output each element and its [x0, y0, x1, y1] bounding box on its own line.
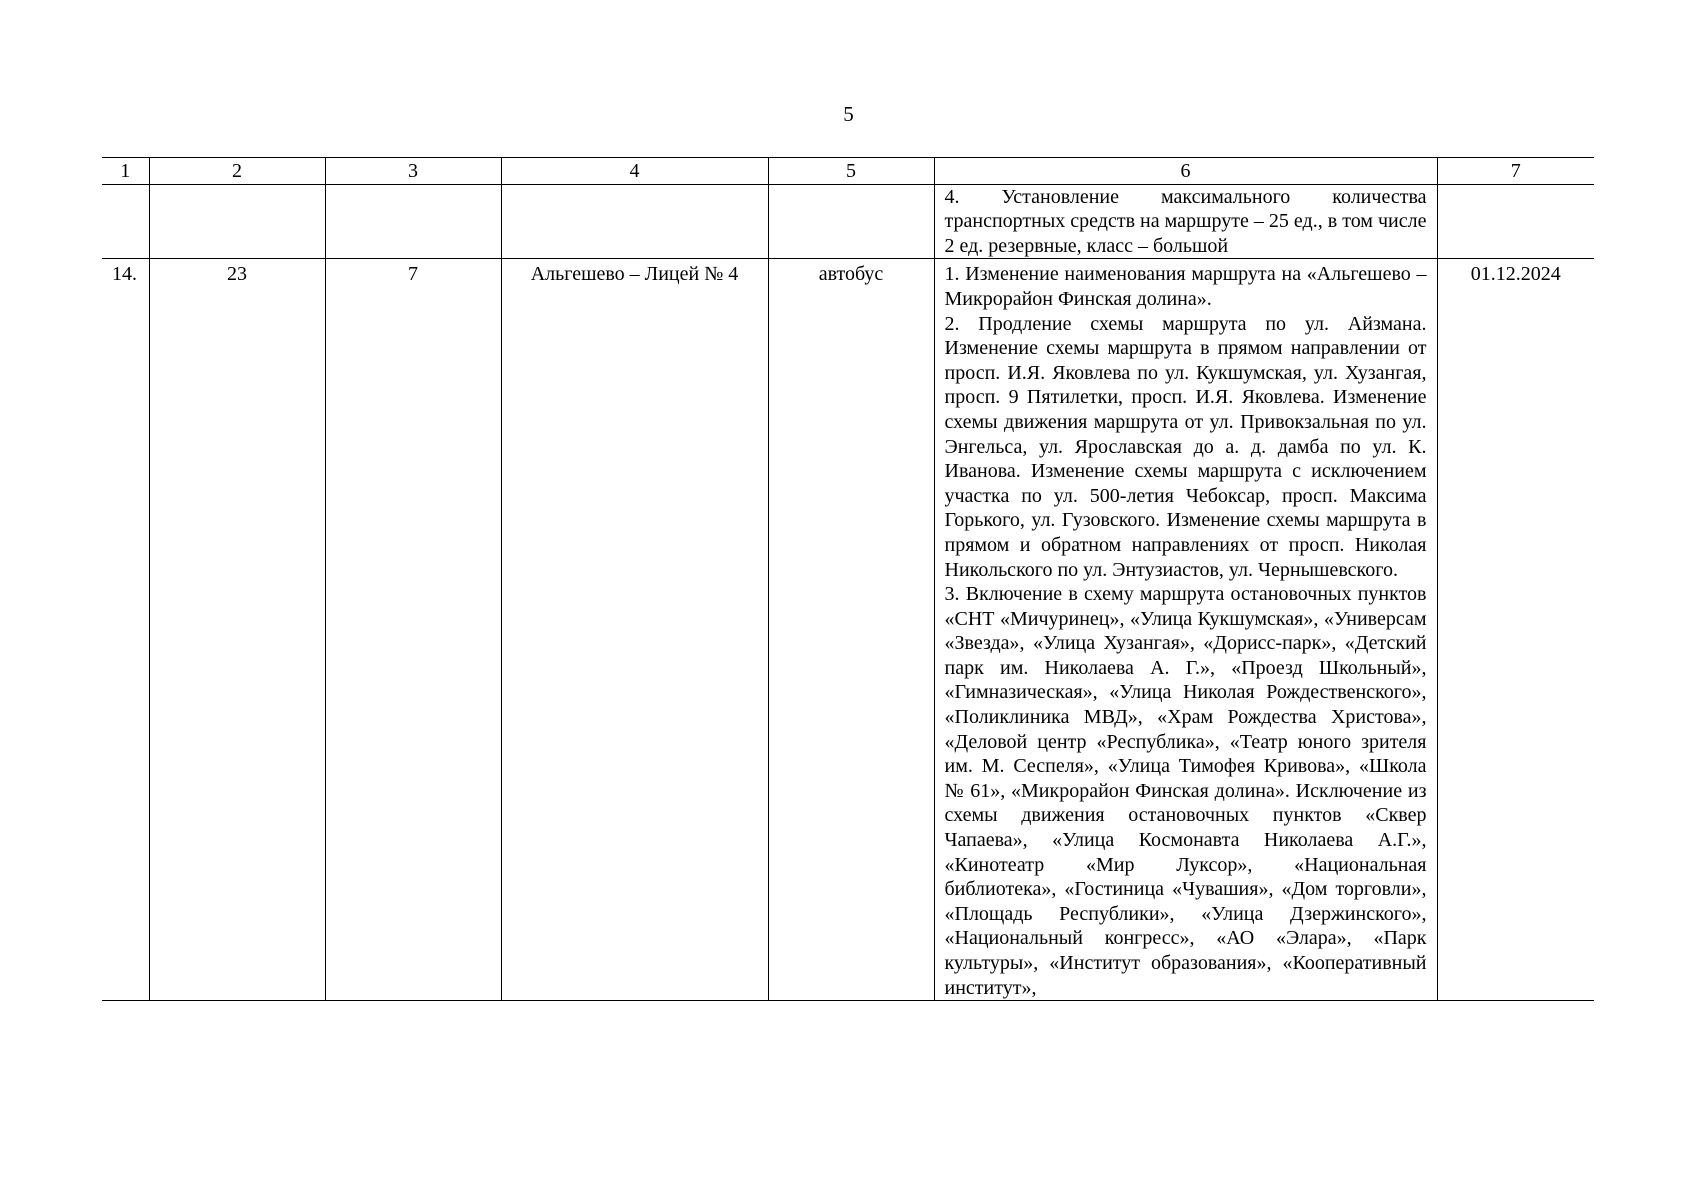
table-row — [102, 259, 1594, 1001]
cell-route-reg-number — [149, 184, 325, 259]
cell-number: 14. — [102, 259, 149, 1001]
cell-effective-date — [1437, 184, 1594, 259]
cell-number — [102, 184, 149, 259]
column-number-4: 4 — [501, 158, 768, 185]
cell-vehicle-type — [768, 184, 934, 259]
cell-vehicle-type: автобус — [768, 259, 934, 1001]
change-item-1: 1. Изменение наименования маршрута на «Альгешево – Микрорайон Финская долина». — [944, 263, 1427, 310]
cell-changes-description — [934, 184, 1437, 259]
page-number: 5 — [843, 102, 854, 126]
column-number-2: 2 — [149, 158, 325, 185]
change-item-3: 3. Включение в схему маршрута остановочных пунктов «СНТ «Мичуринец», «Улица Кукшумская», «Универсам «Звезда», «Улица Хузангая», «Дорисс-парк», «Детский парк им. Николаева А. Г.», «Проезд Школьный», «Гимназическая», «Улица Николая Рождественского», «Поликлиника МВД», «Храм Рождества Христова», «Деловой центр «Республика», «Театр юного зрителя им. М. Сеспеля», «Улица Тимофея Кривова», «Школа № 61», «Микрорайон Финская долина». Исключение из схемы движения остановочных пунктов «Сквер Чапаева», «Улица Космонавта Николаева А.Г.», «Кинотеатр «Мир Луксор», «Национальная библиотека», «Гостиница «Чувашия», «Дом торговли», «Площадь Республики», «Улица Дзержинского», «Национальный конгресс», «АО «Элара», «Парк культуры», «Институт образования», «Кооперативный институт», — [944, 583, 1427, 999]
column-number-5: 5 — [768, 158, 934, 185]
column-number-7: 7 — [1437, 158, 1594, 185]
change-item-2: 2. Продление схемы маршрута по ул. Айзмана. Изменение схемы маршрута в прямом направлении от просп. И.Я. Яковлева по ул. Кукшумская, ул. Хузангая, просп. 9 Пятилетки, просп. И.Я. Яковлева. Изменение схемы движения маршрута от ул. Привокзальная по ул. Энгельса, ул. Ярославская до а. д. дамба по ул. К. Иванова. Изменение схемы маршрута с исключением участка по ул. 500-летия Чебоксар, просп. Максима Горького, ул. Гузовского. Изменение схемы маршрута в прямом и обратном направлениях от просп. Николая Никольского по ул. Энтузиастов, ул. Чернышевского. — [944, 312, 1427, 581]
cell-changes-description — [934, 259, 1437, 1001]
routes-table — [102, 157, 1594, 1001]
column-number-row — [102, 158, 1594, 185]
change-item-4: 4. Установление максимального количества транспортных средств на маршруте – 25 ед., в том числе 2 ед. резервные, класс – большой — [944, 185, 1427, 257]
cell-route-number — [325, 184, 501, 259]
column-number-1: 1 — [102, 158, 149, 185]
cell-route-name: Альгешево – Лицей № 4 — [501, 259, 768, 1001]
column-number-3: 3 — [325, 158, 501, 185]
table-row-continuation — [102, 184, 1594, 259]
cell-effective-date: 01.12.2024 — [1437, 259, 1594, 1001]
cell-route-name — [501, 184, 768, 259]
column-number-6: 6 — [934, 158, 1437, 185]
cell-route-reg-number: 23 — [149, 259, 325, 1001]
cell-route-number: 7 — [325, 259, 501, 1001]
